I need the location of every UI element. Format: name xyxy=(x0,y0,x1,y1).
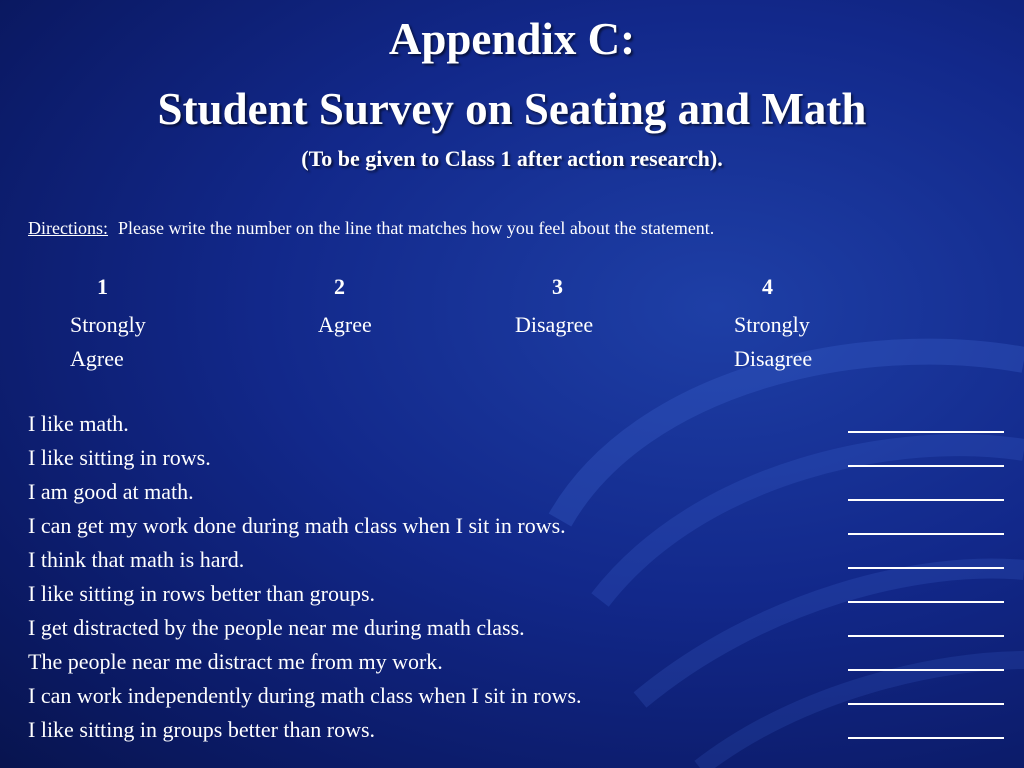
directions-label: Directions: xyxy=(28,218,108,238)
survey-statement xyxy=(28,441,1004,475)
survey-statement xyxy=(28,543,1004,577)
directions-text: Please write the number on the line that matches how you feel about the statement. xyxy=(117,218,715,238)
answer-blank-line[interactable] xyxy=(848,465,1004,467)
scale-label-disagree xyxy=(515,308,593,342)
survey-statement xyxy=(28,611,1004,645)
statement-text: I can get my work done during math class when I sit in rows. xyxy=(28,513,566,538)
page-title-main: Student Survey on Seating and Math xyxy=(157,84,867,134)
scale-number-1: 1 xyxy=(97,274,108,299)
answer-blank-line[interactable] xyxy=(848,567,1004,569)
scale-label-line: Agree xyxy=(318,312,372,337)
answer-blank-line[interactable] xyxy=(848,601,1004,603)
page-title: Appendix C: xyxy=(388,14,636,64)
scale-label-line: Strongly xyxy=(734,312,810,337)
survey-statement xyxy=(28,407,1004,441)
scale-label-strongly-agree xyxy=(70,308,146,376)
survey-statement xyxy=(28,679,1004,713)
survey-statement xyxy=(28,475,1004,509)
answer-blank-line[interactable] xyxy=(848,635,1004,637)
survey-statement xyxy=(28,509,1004,543)
statement-text: I like sitting in groups better than rows. xyxy=(28,717,376,742)
answer-blank-line[interactable] xyxy=(848,431,1004,433)
answer-blank-line[interactable] xyxy=(848,499,1004,501)
answer-blank-line[interactable] xyxy=(848,737,1004,739)
survey-statement xyxy=(28,713,1004,747)
scale-label-line: Strongly xyxy=(70,312,146,337)
directions xyxy=(28,216,714,240)
statement-text: I can work independently during math class when I sit in rows. xyxy=(28,683,582,708)
statement-text: I get distracted by the people near me during math class. xyxy=(28,615,525,640)
survey-statements-list xyxy=(28,407,1004,747)
survey-statement xyxy=(28,645,1004,679)
scale-label-strongly-disagree xyxy=(734,308,812,376)
statement-text: I like sitting in rows better than groups. xyxy=(28,581,376,606)
scale-number-4: 4 xyxy=(762,274,773,299)
statement-text: I like math. xyxy=(28,411,129,436)
scale-label-line: Disagree xyxy=(515,312,594,337)
scale-label-agree xyxy=(318,308,372,342)
page-subtitle: (To be given to Class 1 after action research). xyxy=(301,146,723,171)
statement-text: I think that math is hard. xyxy=(28,547,245,572)
scale-number-3: 3 xyxy=(552,274,563,299)
scale-label-line: Agree xyxy=(70,346,124,371)
survey-statement xyxy=(28,577,1004,611)
statement-text: The people near me distract me from my work. xyxy=(28,649,443,674)
statement-text: I am good at math. xyxy=(28,479,194,504)
answer-blank-line[interactable] xyxy=(848,703,1004,705)
scale-label-line: Disagree xyxy=(734,346,813,371)
answer-blank-line[interactable] xyxy=(848,533,1004,535)
statement-text: I like sitting in rows. xyxy=(28,445,211,470)
scale-number-2: 2 xyxy=(334,274,345,299)
answer-blank-line[interactable] xyxy=(848,669,1004,671)
